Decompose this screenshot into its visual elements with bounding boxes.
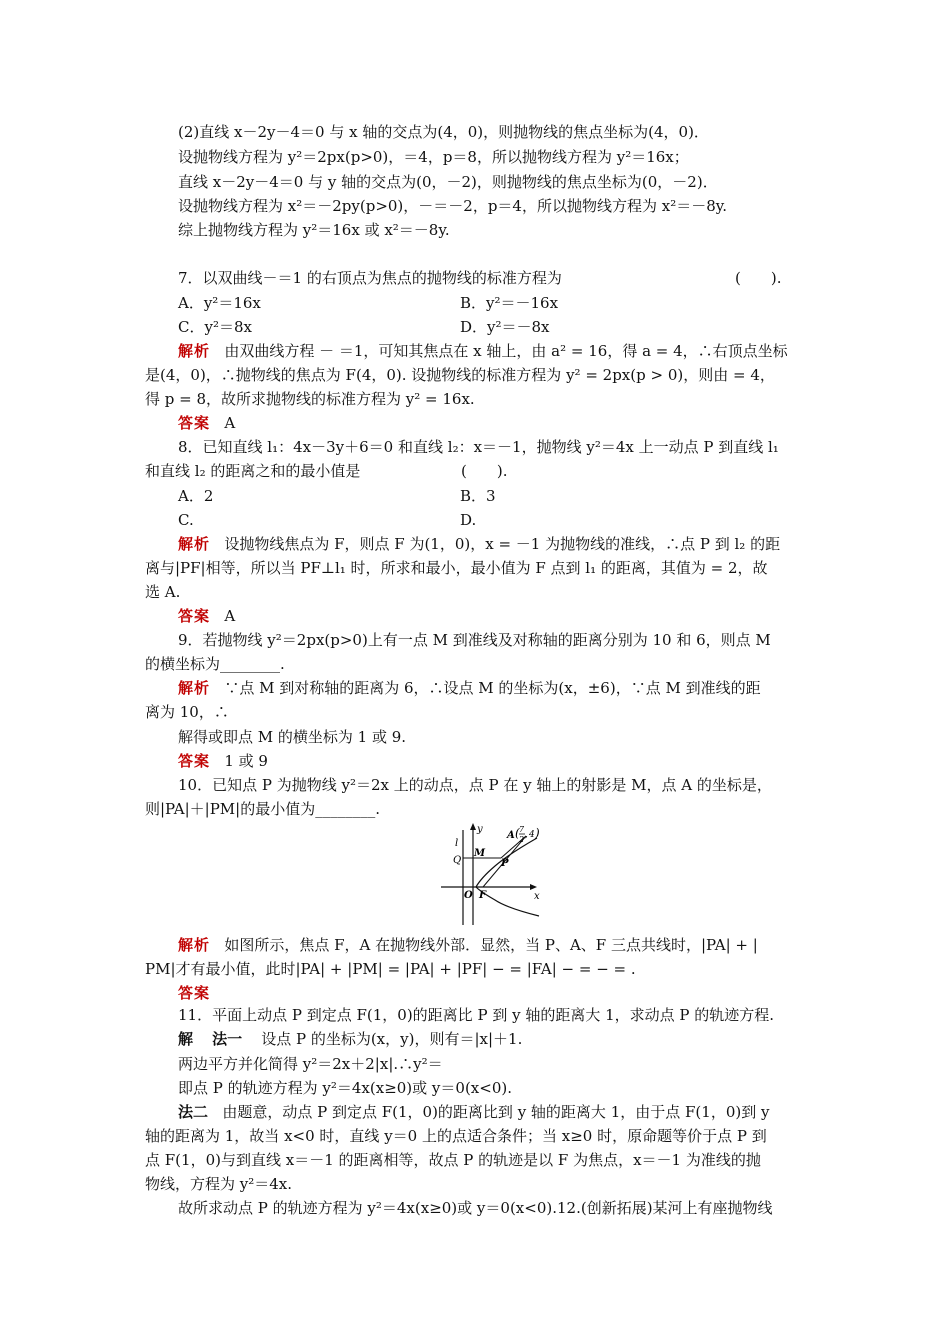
label-m: M	[474, 848, 486, 859]
y-axis-arrow	[470, 823, 476, 830]
analysis-line: 离与|PF|相等，所以当 PF⊥l₁ 时，所求和最小，最小值为 F 点到 l₁ 的距离，其值为 = 2，故	[145, 559, 768, 577]
text-line: 综上抛物线方程为 y²＝16x 或 x²＝－8y.	[178, 221, 450, 239]
label-y: y	[477, 824, 483, 835]
analysis-line: 是(4，0)，∴抛物线的焦点为 F(4，0). 设抛物线的标准方程为 y² = 2px(p > 0)，则由 = 4，	[145, 366, 775, 384]
answer-paren: ( ).	[461, 462, 508, 480]
answer-label: 答案	[178, 752, 211, 770]
question-7-stem: 7．以双曲线－＝1 的右顶点为焦点的抛物线的标准方程为	[178, 269, 562, 287]
question-10-stem: 则|PA|＋|PM|的最小值为________.	[145, 800, 380, 818]
analysis-line: PM|才有最小值，此时|PA| + |PM| = |PA| + |PF| − = |FA| − = − = .	[145, 960, 636, 978]
solution-line: 两边平方并化简得 y²＝2x＋2|x|.∴y²＝	[178, 1055, 443, 1073]
analysis-line: 解析 如图所示，焦点 F，A 在抛物线外部．显然，当 P、A、F 三点共线时，|PA| + |	[178, 936, 758, 954]
method-2-label: 法二	[178, 1103, 209, 1121]
option-d: D．y²＝－8x	[460, 318, 550, 336]
label-o: O	[464, 890, 473, 901]
text-line: 直线 x－2y－4＝0 与 y 轴的交点为(0，－2)，则抛物线的焦点坐标为(0，－2)．	[178, 173, 718, 191]
question-9-stem: 的横坐标为________.	[145, 655, 285, 673]
analysis-line: 解得或即点 M 的横坐标为 1 或 9.	[178, 728, 407, 746]
solution-line: 点 F(1，0)与到直线 x＝－1 的距离相等，故点 P 的轨迹是以 F 为焦点，x＝－1 为准线的抛	[145, 1151, 761, 1169]
parabola-curve	[476, 838, 539, 916]
parabola-figure	[437, 820, 552, 930]
analysis-label: 解析	[178, 679, 211, 697]
answer-label: 答案	[178, 984, 211, 1002]
option-a: A．2	[178, 487, 214, 505]
solution-line: 即点 P 的轨迹方程为 y²＝4x(x≥0)或 y＝0(x<0).	[178, 1079, 512, 1097]
label-a-den: 2	[519, 835, 525, 844]
solution-line: 法二 由题意，动点 P 到定点 F(1，0)的距离比到 y 轴的距离大 1，由于点 F(1，0)到 y	[178, 1103, 770, 1121]
option-b: B．3	[460, 487, 496, 505]
answer-label: 答案	[178, 414, 211, 432]
question-9-stem: 9．若抛物线 y²＝2px(p>0)上有一点 M 到准线及对称轴的距离分别为 10 和 6，则点 M	[178, 631, 771, 649]
label-a-num: 7	[519, 825, 525, 834]
answer-paren: ( ).	[735, 269, 782, 287]
text-line: (2)直线 x－2y－4＝0 与 x 轴的交点为(4，0)，则抛物线的焦点坐标为(4，0)．	[178, 123, 709, 141]
label-l: l	[455, 838, 459, 849]
analysis-line: 解析 由双曲线方程 － ＝1，可知其焦点在 x 轴上，由 a² = 16，得 a = 4，∴右顶点坐标	[178, 342, 788, 360]
label-a-y: 4	[529, 830, 535, 840]
solution-line: 故所求动点 P 的轨迹方程为 y²＝4x(x≥0)或 y＝0(x<0).12.(创新拓展)某河上有座抛物线	[178, 1199, 773, 1217]
option-b: B．y²＝－16x	[460, 294, 559, 312]
option-d: D.	[460, 511, 477, 529]
analysis-label: 解析	[178, 936, 211, 954]
answer-label: 答案	[178, 607, 211, 625]
label-a-comma: ,	[525, 830, 528, 840]
label-f: F	[479, 890, 487, 901]
label-a-paren-open: (	[515, 826, 520, 840]
solution-label: 解	[178, 1030, 194, 1048]
solution-line: 轴的距离为 1，故当 x<0 时，直线 y＝0 上的点适合条件；当 x≥0 时，原命题等价于点 P 到	[145, 1127, 767, 1145]
text-line: 设抛物线方程为 y²＝2px(p>0)，＝4，p＝8，所以抛物线方程为 y²＝16x；	[178, 148, 689, 166]
question-8-stem: 8．已知直线 l₁：4x－3y＋6＝0 和直线 l₂：x＝－1，抛物线 y²＝4x 上一动点 P 到直线 l₁	[178, 438, 779, 456]
analysis-line: 离为 10，∴	[145, 703, 229, 721]
question-8-stem: 和直线 l₂ 的距离之和的最小值是	[145, 462, 361, 480]
analysis-label: 解析	[178, 535, 211, 553]
analysis-label: 解析	[178, 342, 211, 360]
question-11-stem: 11．平面上动点 P 到定点 F(1，0)的距离比 P 到 y 轴的距离大 1，求动点 P 的轨迹方程.	[178, 1006, 775, 1024]
answer-line	[178, 983, 210, 1003]
solution-line: 物线，方程为 y²＝4x.	[145, 1175, 293, 1193]
option-a: A．y²＝16x	[178, 294, 261, 312]
label-q: Q	[453, 855, 462, 866]
text-line: 设抛物线方程为 x²＝－2py(p>0)，－＝－2，p＝4，所以抛物线方程为 x²＝－8y.	[178, 197, 728, 215]
label-x: x	[534, 891, 540, 902]
label-a: A	[507, 830, 515, 841]
analysis-line: 解析 ∵点 M 到对称轴的距离为 6，∴设点 M 的坐标为(x，±6)，∵点 M 到准线的距	[178, 679, 761, 697]
answer-line: 答案 A	[178, 414, 236, 432]
option-c: C.	[178, 511, 194, 529]
label-a-paren-close: )	[535, 826, 540, 840]
analysis-line: 选 A.	[145, 583, 181, 601]
analysis-line: 解析 设抛物线焦点为 F，则点 F 为(1，0)，x = －1 为抛物线的准线，∴点 P 到 l₂ 的距	[178, 535, 781, 553]
method-1-label: 法一	[212, 1030, 243, 1048]
option-c: C．y²＝8x	[178, 318, 252, 336]
analysis-line: 得 p = 8，故所求抛物线的标准方程为 y² = 16x.	[145, 390, 475, 408]
answer-line: 答案 1 或 9	[178, 752, 268, 770]
question-10-stem: 10．已知点 P 为抛物线 y²＝2x 上的动点，点 P 在 y 轴上的射影是 M，点 A 的坐标是，	[178, 776, 772, 794]
label-p: P	[501, 858, 509, 869]
answer-line: 答案 A	[178, 607, 236, 625]
x-axis-arrow	[530, 884, 537, 890]
solution-line: 解 法一 设点 P 的坐标为(x，y)，则有＝|x|＋1.	[178, 1030, 523, 1048]
